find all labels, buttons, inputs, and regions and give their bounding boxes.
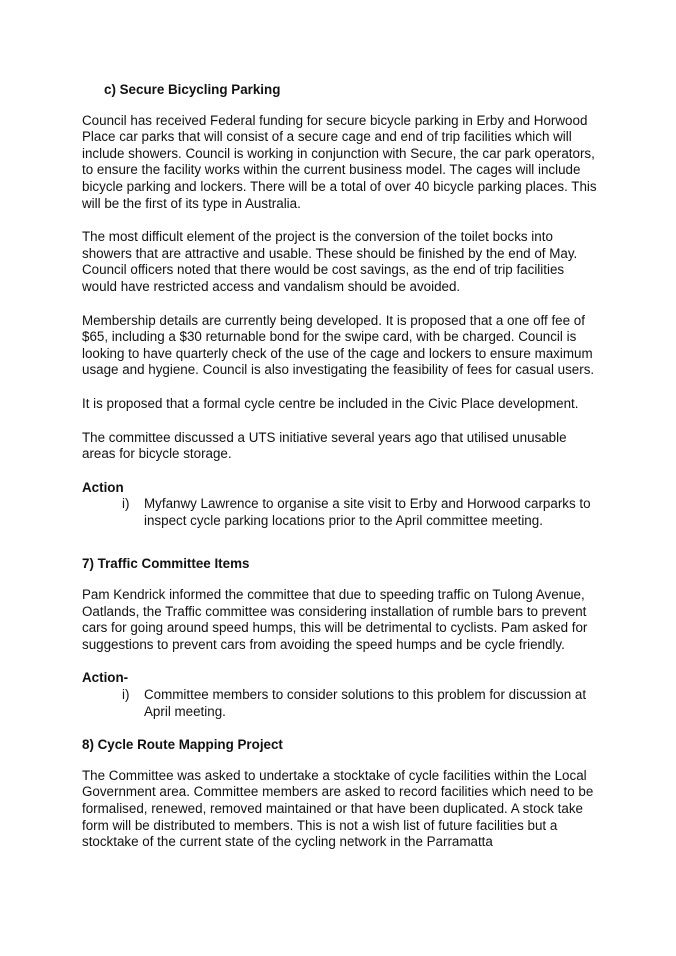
section-c-action-item (82, 496, 602, 529)
section-c-paragraph-2: The most difficult element of the project is the conversion of the toilet bocks into showers that are attractive and usable. These should be finished by the end of May. Council officers noted that there would be cost savings, as the end of trip facilities would have restricted access and vandalism should be avoided. (82, 229, 578, 294)
section-c-paragraph-1: Council has received Federal funding for secure bicycle parking in Erby and Horwood Place car parks that will consist of a secure cage and end of trip facilities which will include showers. Council is working in conjunction with Secure, the car park operators, to ensure the facility works within the current business model. The cages will include bicycle parking and lockers. There will be a total of over 40 bicycle parking places. This will be the first of its type in Australia. (82, 112, 597, 211)
action-item-number: i) (122, 687, 130, 703)
section-8-paragraph: The Committee was asked to undertake a stocktake of cycle facilities within the Local Government area. Committee members are asked to record facilities which need to be formalised, renewed, removed maintained or that have been duplicated. A stock take form will be distributed to members. This is not a wish list of future facilities but a stocktake of the current state of the cycling network in the Parramatta (82, 767, 594, 850)
section-c-paragraph-4: It is proposed that a formal cycle centre be included in the Civic Place development. (82, 395, 579, 411)
section-c-heading: c) Secure Bicycling Parking (104, 82, 281, 97)
section-7-action-label: Action- (82, 670, 129, 686)
section-7-action-item (82, 687, 602, 720)
section-7-paragraph: Pam Kendrick informed the committee that due to speeding traffic on Tulong Avenue, Oatlands, the Traffic committee was considering installation of rumble bars to prevent cars for going around speed humps, this will be detrimental to cyclists. Pam asked for suggestions to prevent cars from avoiding the speed humps and be cycle friendly. (82, 587, 588, 652)
action-item-text: Committee members to consider solutions to this problem for discussion at April meeting. (144, 687, 587, 719)
section-8-heading: 8) Cycle Route Mapping Project (82, 737, 283, 753)
section-7-heading: 7) Traffic Committee Items (82, 556, 250, 572)
action-item-number: i) (122, 496, 130, 512)
document-page (82, 82, 602, 868)
section-c-action-label: Action (82, 479, 124, 495)
section-c-paragraph-3: Membership details are currently being developed. It is proposed that a one off fee of $65, including a $30 returnable bond for the swipe card, with be charged. Council is looking to have quarterly check of the use of the cage and lockers to ensure maximum usage and hygiene. Council is also investigating the feasibility of fees for casual users. (82, 312, 595, 378)
section-c-paragraph-5: The committee discussed a UTS initiative several years ago that utilised unusable areas for bicycle storage. (82, 429, 567, 462)
action-item-text: Myfanwy Lawrence to organise a site visit to Erby and Horwood carparks to inspect cycle parking locations prior to the April committee meeting. (144, 496, 591, 528)
